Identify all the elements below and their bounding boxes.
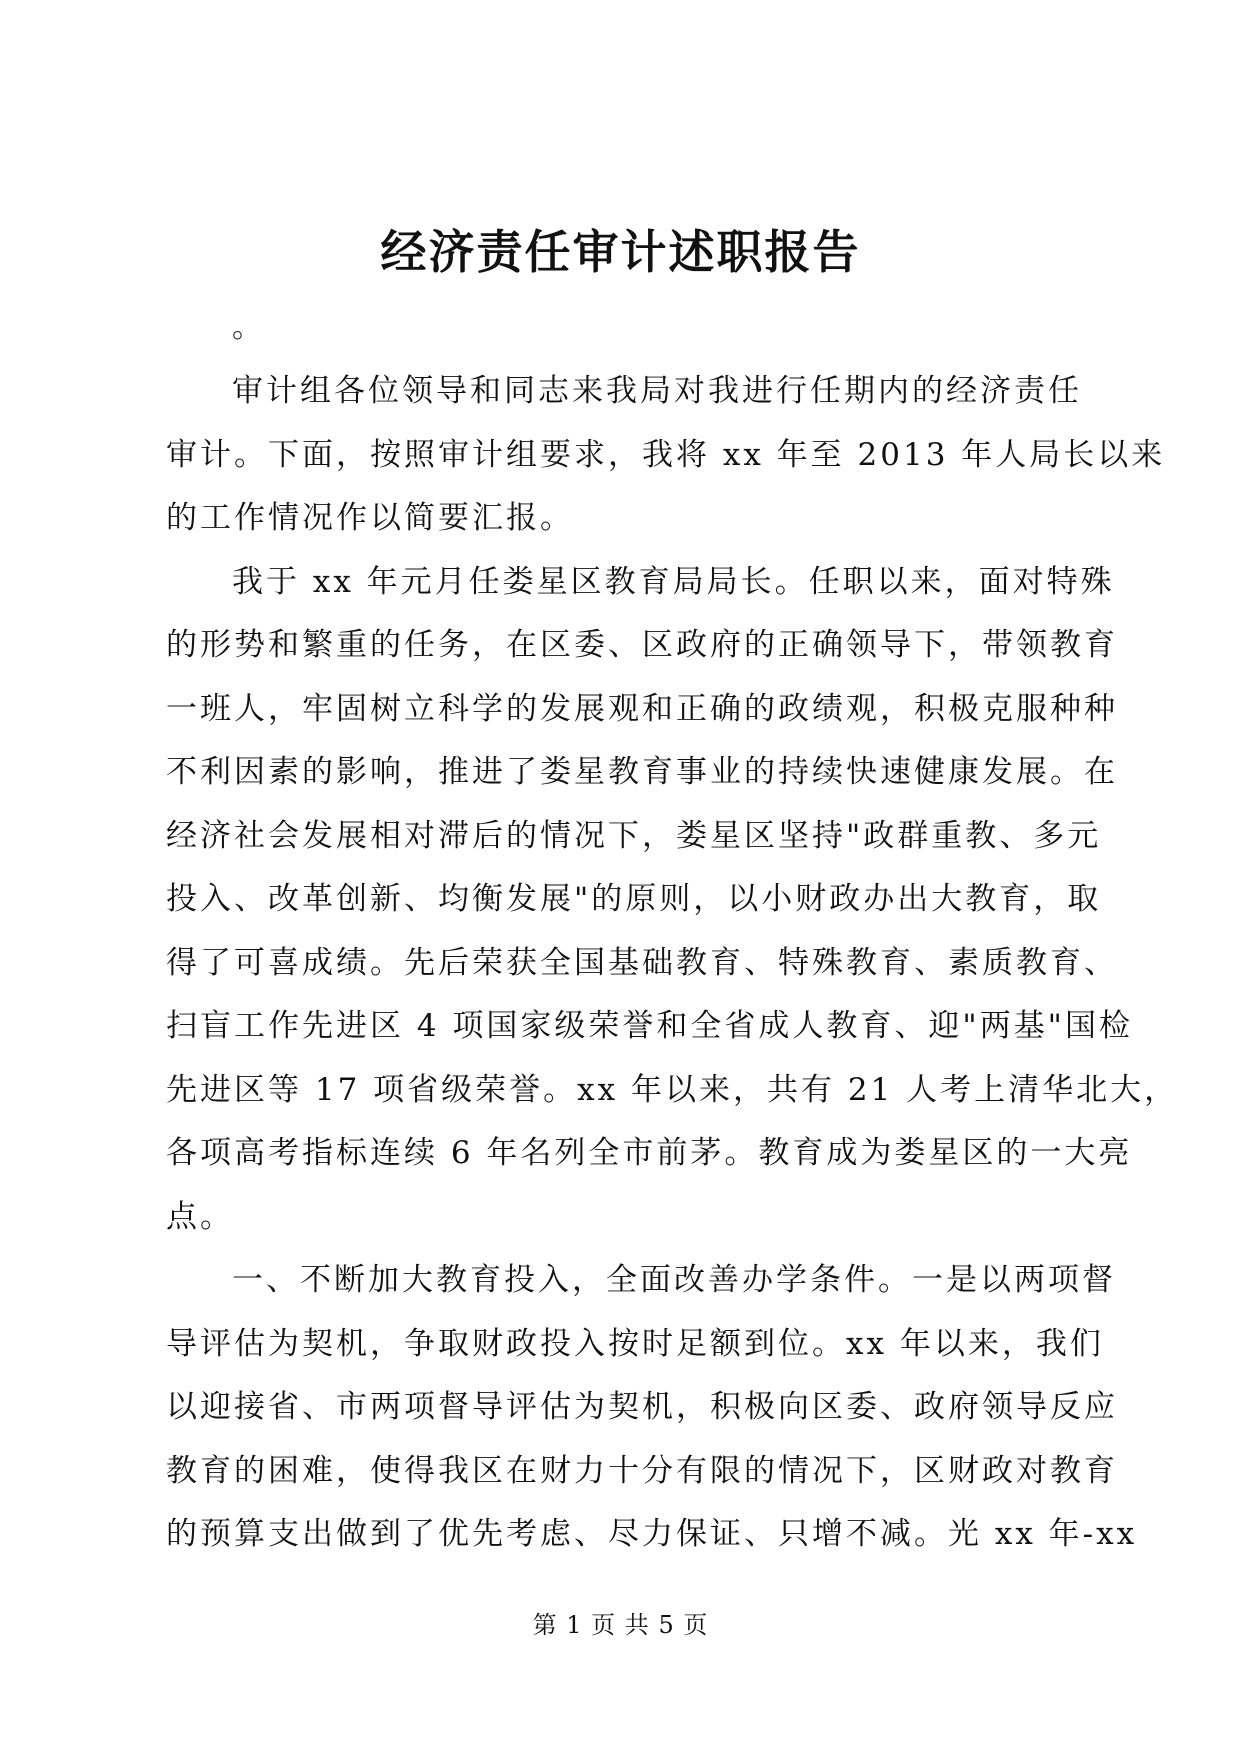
body-line: 的形势和繁重的任务，在区委、区政府的正确领导下，带领教育 — [166, 627, 1118, 663]
document-title: 经济责任审计述职报告 — [380, 225, 861, 279]
body-line: 投入、改革创新、均衡发展"的原则，以小财政办出大教育，取 — [166, 881, 1102, 917]
body-line: 点。 — [166, 1198, 234, 1235]
body-line: 经济社会发展相对滞后的情况下，娄星区坚持"政群重教、多元 — [166, 817, 1102, 854]
body-line: 一班人，牢固树立科学的发展观和正确的政绩观，积极克服种种 — [166, 690, 1118, 727]
body-line: 我于 xx 年元月任娄星区教育局局长。任职以来，面对特殊 — [232, 563, 1115, 600]
body-line: 的工作情况作以简要汇报。 — [166, 500, 574, 536]
body-line: 的预算支出做到了优先考虑、尽力保证、只增不减。光 xx 年-xx — [166, 1516, 1138, 1552]
body-line: 审计组各位领导和同志来我局对我进行任期内的经济责任 — [232, 373, 1082, 409]
body-line: 各项高考指标连续 6 年名列全市前茅。教育成为娄星区的一大亮 — [166, 1135, 1133, 1171]
body-line: 扫盲工作先进区 4 项国家级荣誉和全省成人教育、迎"两基"国检 — [166, 1008, 1133, 1044]
body-line: 一、不断加大教育投入，全面改善办学条件。一是以两项督 — [232, 1262, 1116, 1298]
body-line: 导评估为契机，争取财政投入按时足额到位。xx 年以来，我们 — [166, 1325, 1104, 1362]
body-line: 教育的困难，使得我区在财力十分有限的情况下，区财政对教育 — [166, 1452, 1118, 1489]
document-body — [166, 360, 1179, 1567]
page-footer: 第 1 页 共 5 页 — [532, 1611, 709, 1639]
body-line: 审计。下面，按照审计组要求，我将 xx 年至 2013 年人局长以来 — [166, 436, 1166, 473]
body-line: 先进区等 17 项省级荣誉。xx 年以来，共有 21 人考上清华北大， — [166, 1071, 1179, 1108]
intro-mark: 。 — [232, 310, 262, 345]
body-line: 不利因素的影响，推进了娄星教育事业的持续快速健康发展。在 — [166, 754, 1118, 790]
body-line: 得了可喜成绩。先后荣获全国基础教育、特殊教育、素质教育、 — [166, 944, 1118, 981]
body-line: 以迎接省、市两项督导评估为契机，积极向区委、政府领导反应 — [166, 1389, 1118, 1425]
